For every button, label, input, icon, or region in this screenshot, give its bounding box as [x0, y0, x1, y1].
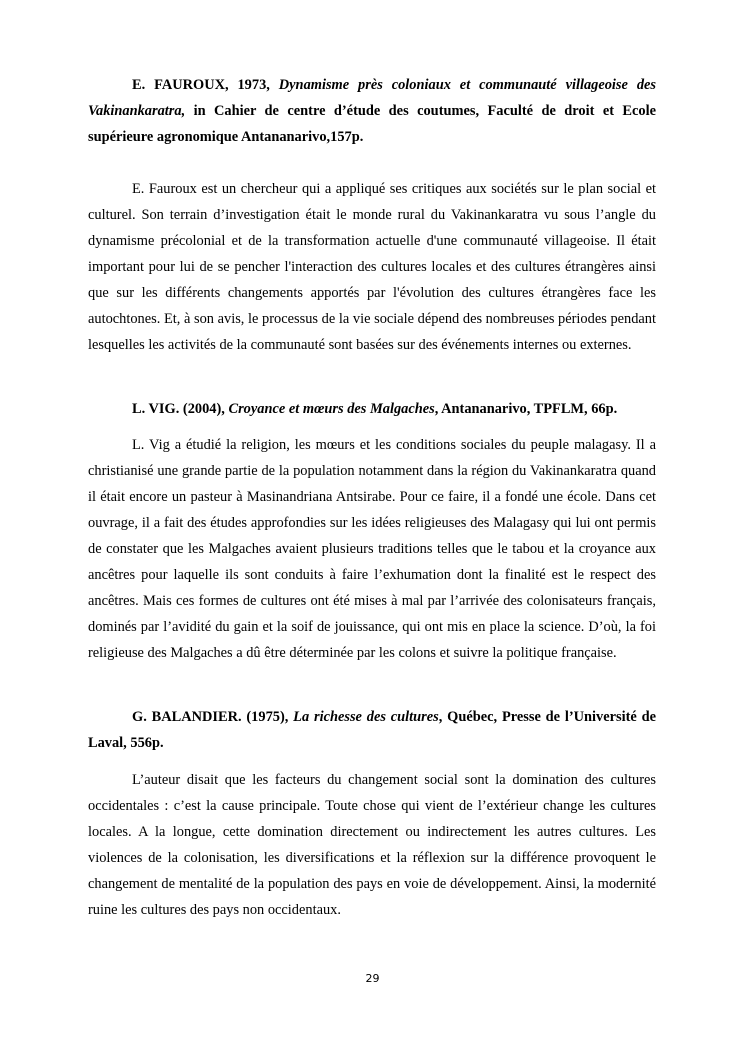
reference-balandier — [88, 704, 656, 756]
summary-fauroux: E. Fauroux est un chercheur qui a appliqué ses critiques aux sociétés sur le plan social et culturel. Son terrain d’investigation était le monde rural du Vakinankaratra vu sous l’angle du dynamisme précolonial et de la transformation actuelle d'une communauté villageoise. Il était important pour lui de se pencher l'interaction des cultures locales et des cultures étrangères ainsi que sur les différents changements apportés par l'évolution des cultures étrangères face les autochtones. Et, à son avis, le processus de la vie sociale dépend des nombreuses périodes pendant lesquelles les activités de la communauté sont basées sur des événements internes ou externes. — [88, 181, 656, 353]
summary-balandier: L’auteur disait que les facteurs du changement social sont la domination des cultures occidentales : c’est la cause principale. Toute chose qui vient de l’extérieur change les cultures locales. A la longue, cette domination directement ou indirectement les autres cultures. Les violences de la colonisation, les diversifications et la réflexion sur la différence provoquent le changement de mentalité de la population des pays en voie de développement. Ainsi, la modernité ruine les cultures des pays non occidentaux. — [88, 772, 656, 918]
reference-title: La richesse des cultures — [293, 709, 439, 725]
reference-vig — [88, 396, 656, 422]
reference-author-year: L. VIG. (2004), — [132, 401, 229, 417]
reference-title: Croyance et mœurs des Malgaches — [228, 401, 435, 417]
reference-title: Dynamisme près coloniaux et communauté villageoise des Vakinankaratra, — [88, 77, 656, 119]
reference-publication: in Cahier de centre d’étude des coutumes, Faculté de droit et Ecole supérieure agronomique Antananarivo,157p. — [88, 103, 656, 145]
summary-vig: L. Vig a étudié la religion, les mœurs et les conditions sociales du peuple malagasy. Il a christianisé une grande partie de la population notamment dans la région du Vakinankaratra quand il était encore un pasteur à Masinandriana Antsirabe. Pour ce faire, il a fondé une école. Dans cet ouvrage, il a fait des études approfondies sur les idées religieuses des Malagasy qui lui ont permis de constater que les Malgaches avaient plusieurs traditions telles que le tabou et la croyance aux ancêtres pour laquelle ils sont conduits à faire l’exhumation dont la finalité est le respect des ancêtres. Mais ces formes de cultures ont été mises à mal par l’arrivée des colonisateurs français, dominés par l’avidité du gain et la soif de jouissance, qui ont mis en place la science. D’où, la foi religieuse des Malgaches a dû être déterminée par les colons et suivre la politique française. — [88, 437, 656, 661]
reference-fauroux — [88, 72, 656, 150]
reference-author-year: G. BALANDIER. (1975), — [132, 709, 294, 725]
reference-publication: , Antananarivo, TPFLM, 66p. — [434, 401, 618, 417]
page-number: 29 — [365, 972, 380, 985]
reference-author-year: E. FAUROUX, 1973, — [132, 77, 279, 93]
reference-publication: , Québec, Presse de l’Université de Laval, 556p. — [88, 709, 657, 751]
